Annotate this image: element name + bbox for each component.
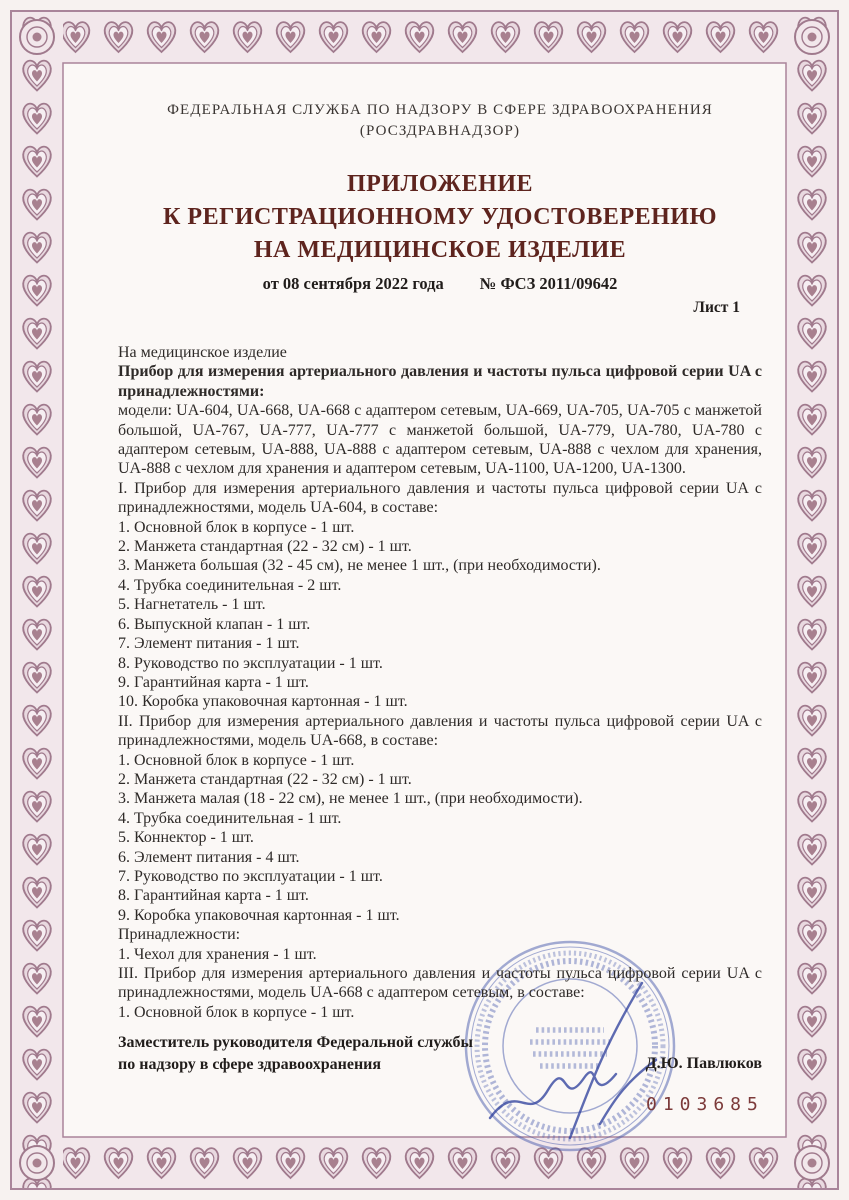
certificate-meta — [118, 274, 762, 294]
agency-line1: ФЕДЕРАЛЬНАЯ СЛУЖБА ПО НАДЗОРУ В СФЕРЕ ЗДРАВООХРАНЕНИЯ — [167, 102, 713, 118]
device-name: Прибор для измерения артериального давления и частоты пульса цифровой серии UA с принадлежностями: — [118, 363, 762, 400]
section-1-item: 4. Трубка соединительная - 2 шт. — [118, 576, 342, 594]
section-2-item: 3. Манжета малая (18 - 22 см), не менее 1 шт., (при необходимости). — [118, 790, 583, 808]
official-position-line1: Заместитель руководителя Федеральной службы — [118, 1034, 473, 1052]
section-2-item: 7. Руководство по эксплуатации - 1 шт. — [118, 867, 383, 885]
sheet-number: Лист 1 — [693, 299, 740, 316]
section-1-heading: I. Прибор для измерения артериального давления и частоты пульса цифровой серии UA с принадлежностями, модель UA-604, в составе: — [118, 479, 762, 517]
signature-block — [118, 1032, 762, 1075]
section-1-item: 3. Манжета большая (32 - 45 см), не менее 1 шт., (при необходимости). — [118, 557, 601, 575]
issue-date: от 08 сентября 2022 года — [262, 274, 444, 293]
section-2-item: 8. Гарантийная карта - 1 шт. — [118, 887, 309, 905]
certificate-title — [118, 168, 762, 267]
serial-number: 0103685 — [646, 1094, 764, 1115]
document-body — [118, 343, 762, 1022]
title-line2: К РЕГИСТРАЦИОННОМУ УДОСТОВЕРЕНИЮ — [163, 204, 717, 230]
section-1-item: 9. Гарантийная карта - 1 шт. — [118, 673, 309, 691]
section-2-item: 5. Коннектор - 1 шт. — [118, 829, 254, 847]
title-line1: ПРИЛОЖЕНИЕ — [346, 171, 534, 197]
section-2-subheading: Принадлежности: — [118, 926, 241, 944]
section-1-item: 6. Выпускной клапан - 1 шт. — [118, 615, 311, 633]
document-content — [118, 0, 762, 1075]
section-1-item: 7. Элемент питания - 1 шт. — [118, 635, 300, 653]
section-2-item: 2. Манжета стандартная (22 - 32 см) - 1 шт. — [118, 770, 412, 788]
section-1-item: 8. Руководство по эксплуатации - 1 шт. — [118, 654, 383, 672]
section-2-item: 4. Трубка соединительная - 1 шт. — [118, 809, 342, 827]
section-3-item: 1. Основной блок в корпусе - 1 шт. — [118, 1003, 355, 1021]
section-2-heading: II. Прибор для измерения артериального давления и частоты пульса цифровой серии UA с принадлежностями, модель UA-668, в составе: — [118, 712, 762, 750]
agency-line2: (РОСЗДРАВНАДЗОР) — [359, 123, 521, 139]
section-1-item: 2. Манжета стандартная (22 - 32 см) - 1 шт. — [118, 538, 412, 556]
section-3-heading: III. Прибор для измерения артериального давления и частоты пульса цифровой серии UA с принадлежностями, модель UA-668 с адаптером сетевым, в составе: — [118, 965, 762, 1002]
section-2-subitem: 1. Чехол для хранения - 1 шт. — [118, 945, 317, 963]
title-line3: НА МЕДИЦИНСКОЕ ИЗДЕЛИЕ — [253, 237, 627, 263]
signatory-name: Д.Ю. Павлюков — [645, 1054, 762, 1072]
section-1-item: 5. Нагнетатель - 1 шт. — [118, 596, 266, 614]
section-1-item: 10. Коробка упаковочная картонная - 1 шт. — [118, 693, 408, 711]
section-1-item: 1. Основной блок в корпусе - 1 шт. — [118, 518, 355, 536]
official-position — [118, 1032, 473, 1075]
section-2-item: 1. Основной блок в корпусе - 1 шт. — [118, 751, 355, 769]
device-intro-label: На медицинское изделие — [118, 344, 287, 361]
certificate-number: № ФСЗ 2011/09642 — [479, 274, 618, 293]
section-2-item: 9. Коробка упаковочная картонная - 1 шт. — [118, 906, 400, 924]
agency-name — [118, 100, 762, 142]
section-2-item: 6. Элемент питания - 4 шт. — [118, 848, 300, 866]
official-position-line2: по надзору в сфере здравоохранения — [118, 1055, 382, 1073]
device-models: модели: UA-604, UA-668, UA-668 с адаптером сетевым, UA-669, UA-705, UA-705 с манжетой большой, UA-767, UA-777, UA-777 с манжетой большой, UA-779, UA-780, UA-780 с адаптером сетевым, UA-888, UA-888 с адаптером сетевым, UA-888 с чехлом для хранения, UA-888 с чехлом для хранения и адаптером сетевым, UA-1100, UA-1200, UA-1300. — [118, 402, 762, 478]
